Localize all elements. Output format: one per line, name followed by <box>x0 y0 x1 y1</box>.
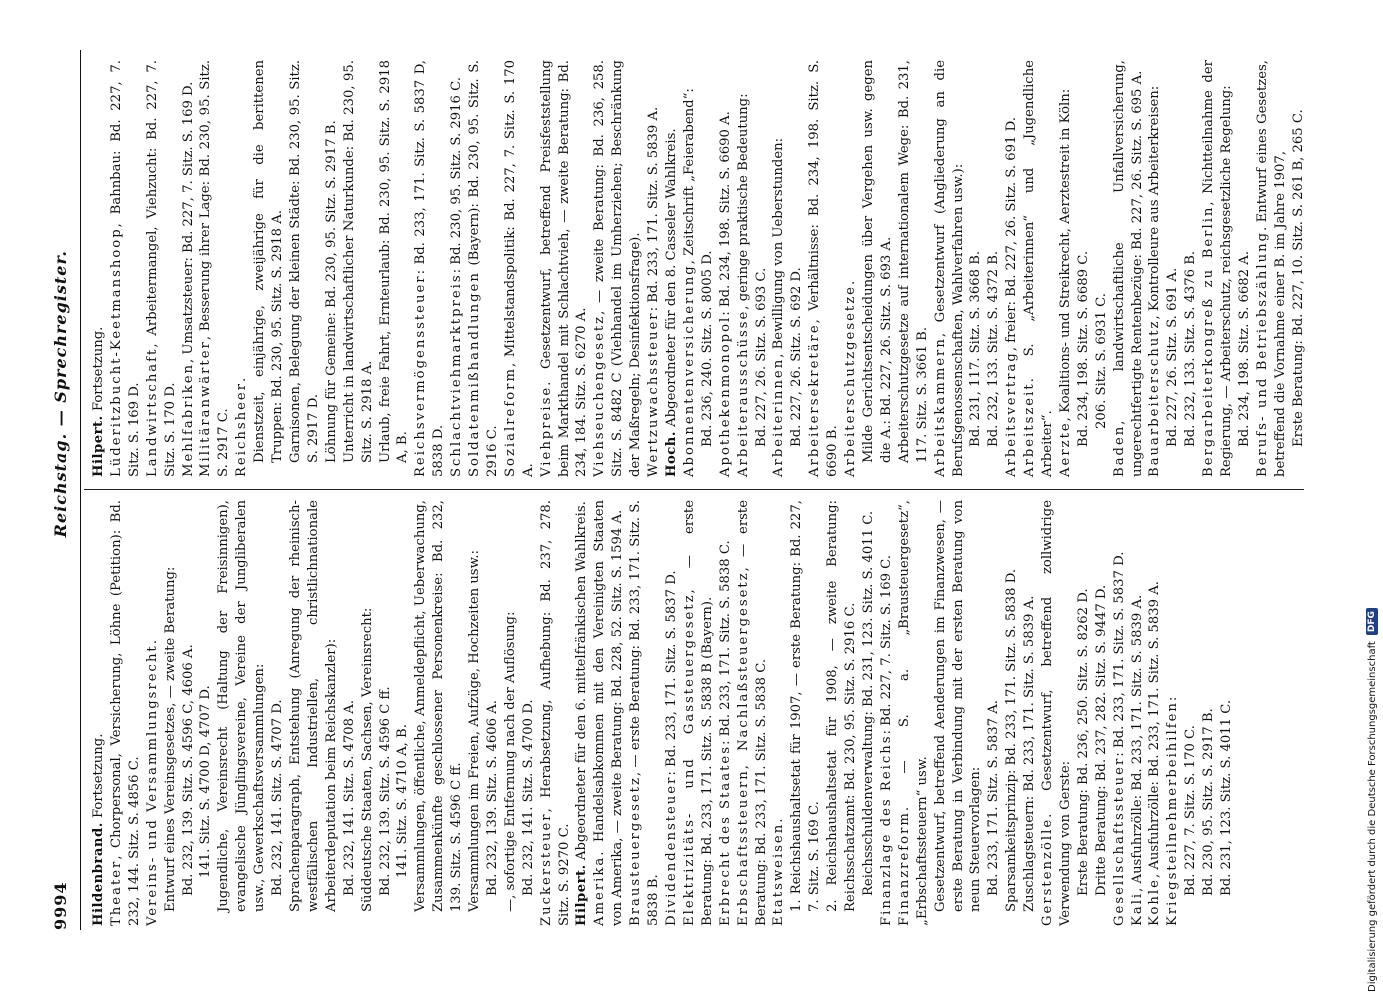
register-entry: Erbrecht des Staates: Bd. 233, 171. Sitz. S. 5838 C. <box>717 540 733 926</box>
register-entry: Viehseuchengesetz, — zweite Beratung: Bd. 236, 258. Sitz. S. 8482 C (Viehhandel im Umherziehen; Beschränkung der Maßregeln; Desinfektionsfrage). <box>592 60 644 477</box>
register-entry: Kriegsteilnehmerbeihilfen: <box>1165 696 1181 926</box>
dfg-logo: DFG <box>1366 608 1378 635</box>
register-entry: Wertzuwachssteuer: Bd. 233, 171. Sitz. S. 5839 A. <box>646 106 662 477</box>
register-entry: Löhnung für Gemeine: Bd. 230, 95. Sitz. S. 2917 B. <box>323 120 339 463</box>
register-entry: Reichsheer. <box>234 377 250 477</box>
register-entry: Sozialreform, Mittelstandspolitik: Bd. 227, 7. Sitz. S. 170 A. <box>502 60 536 477</box>
register-entry: Jugendliche, Vereinsrecht (Haltung der Freisinnigen), evangelische Jünglingsvereine, Vereine der Jungliberalen usw., Gewerkschaftsversammlungen: <box>216 500 268 912</box>
register-entry: Sparsamkeitsprinzip: Bd. 233, 171. Sitz. S. 5838 D. <box>1004 568 1020 912</box>
register-entry: Bd. 230, 95. Sitz. S. 2917 B. <box>1201 708 1217 896</box>
register-entry: Bd. 232, 141. Sitz. S. 4700 D. <box>520 699 536 896</box>
register-entry: Kali, Ausfuhrzölle: Bd. 233, 171. Sitz. S. 5839 A. <box>1129 594 1145 926</box>
register-entry: Bd. 227, 7. Sitz. S. 170 C. <box>1183 725 1199 896</box>
register-entry: Hoch. Abgeordneter für den 8. Casseler Wahlkreis. <box>664 128 679 477</box>
register-entry: Dienstzeit, einjährige, zweijährige für die berittenen Truppen: Bd. 230, 95. Sitz. S. 2918 A. <box>252 60 286 463</box>
register-entry: Zuckersteuer, Herabsetzung, Aufhebung: Bd. 237, 278. Sitz. S. 9270 C. <box>538 500 572 926</box>
register-entry: Arbeitszeit. S. „Arbeiterinnen“ und „Jugendliche Arbeiter“. <box>1022 60 1056 477</box>
register-entry: Bd. 227, 26. Sitz. S. 691 A. <box>1165 267 1181 447</box>
register-entry: —, sofortige Entfernung nach der Auflösung: <box>502 611 518 912</box>
register-entry: Lüderitzbucht-Keetmanshoop, Bahnbau: Bd. 227, 7. Sitz. S. 169 D. <box>108 60 142 477</box>
register-entry: Bergarbeiterkongreß zu Berlin, Nichtteilnahme der Regierung, — Arbeiterschutz, reichsgesetzliche Regelung: <box>1201 60 1235 477</box>
register-entry: Dividendensteuer: Bd. 233, 171. Sitz. S. 5837 D. <box>664 570 679 926</box>
register-entry: Finanzreform. — S. a. „Brausteuergesetz“, „Erbschaftssteuern“ usw. <box>896 500 930 926</box>
register-entry: Gerstenzölle. Gesetzentwurf, betreffend zollwidrige Verwendung von Gerste: <box>1040 500 1073 926</box>
register-entry: Zuschlagsteuern: Bd. 233, 171. Sitz. S. 5839 A. <box>1022 595 1038 912</box>
register-entry: Bd. 232, 139. Sitz. S. 4606 A. <box>484 700 500 896</box>
left-column <box>84 490 1304 930</box>
page-header <box>40 50 81 930</box>
register-entry: Reichsvermögenssteuer: Bd. 233, 171. Sitz. S. 5837 D, 5838 D. <box>413 60 447 477</box>
register-entry: Bd. 236, 240. Sitz. S. 8005 D. <box>699 250 715 447</box>
register-entry: 141. Sitz. S. 4700 D, 4707 D. <box>198 685 214 878</box>
register-entry: Baden, landwirtschaftliche Unfallversicherung, ungerechtfertigte Rentenbezüge: Bd. 227, 26. Sitz. S. 695 A. <box>1111 60 1145 477</box>
register-entry: Bd. 232, 139. Sitz. S. 4596 C ff. <box>377 686 393 896</box>
register-entry: Bd. 227, 26. Sitz. S. 693 C. <box>753 267 769 447</box>
register-entry: 2. Reichshaushaltsetat für 1908, — zweite Beratung: Reichsschatzamt: Bd. 230, 95. Sitz. S. 2916 C. <box>825 500 859 912</box>
register-entry: Kohle, Ausfuhrzölle: Bd. 233, 171. Sitz. S. 5839 A. <box>1147 581 1163 926</box>
register-entry: Hildenbrand. Fortsetzung. <box>91 733 106 926</box>
register-entry: Dritte Beratung: Bd. 237, 282. Sitz. S. 9447 D. <box>1093 584 1109 896</box>
register-entry: Arbeiterschutzgesetze. <box>843 280 859 477</box>
register-entry: Brausteuergesetz, — erste Beratung: Bd. 233, 171. Sitz. S. 5838 B. <box>628 500 662 926</box>
register-entry: Bd. 234, 198. Sitz. S. 6682 A. <box>1237 251 1252 447</box>
register-entry: Elektrizitäts- und Gassteuergesetz, — erste Beratung: Bd. 233, 171. Sitz. S. 5838 B (Bayern). <box>681 499 715 926</box>
register-entry: Entwurf eines Vereinsgesetzes, — zweite Beratung: <box>162 566 178 912</box>
right-column <box>84 50 1304 490</box>
register-entry: Garnisonen, Belegung der kleinen Städte: Bd. 230, 95. Sitz. S. 2917 D. <box>287 60 321 463</box>
register-entry: Etatsweisen. <box>771 818 787 926</box>
two-column-body <box>84 50 1304 930</box>
register-entry: Bd. 234, 198. Sitz. S. 6689 C. <box>1075 250 1091 447</box>
register-entry: Vereins- und Versammlungsrecht. <box>144 640 160 926</box>
register-entry: Bd. 232, 139. Sitz. S. 4596 C, 4606 A. <box>180 644 196 896</box>
running-title: Reichstag. — Sprechregister. <box>50 250 70 538</box>
register-entry: Berufs- und Betriebszählung. Entwurf eines Gesetzes, betreffend die Vornahme einer B. im Jahre 1907, <box>1254 60 1288 477</box>
register-entry: Bd. 232, 141. Sitz. S. 4707 D. <box>270 699 286 896</box>
register-entry: Schlachtviehmarktpreis: Bd. 230, 95. Sitz. S. 2916 C. <box>449 77 465 477</box>
register-entry: Bd. 233, 171. Sitz. S. 5837 A. <box>986 700 1002 896</box>
register-entry: Abonnentenversicherung, Zeitschrift „Feierabend“: <box>681 88 697 477</box>
register-entry: Hilpert. Abgeordneter für den 6. mittelfränkischen Wahlkreis. <box>574 501 590 926</box>
register-entry: Bauarbeiterschutz, Kontrolleure aus Arbeiterkreisen: <box>1147 85 1163 477</box>
register-entry: Erste Beratung: Bd. 236, 250. Sitz. S. 8262 D. <box>1075 588 1091 896</box>
register-entry: Versammlungen, öffentliche, Anmeldepflicht, Ueberwachung, Zusammenkünfte geschlossener Personenkreise: Bd. 232, 139. Sitz. S. 4596 C ff. <box>413 500 465 912</box>
credit-text: Digitalisierung gefördert durch die Deutsche Forschungsgemeinschaft <box>1366 641 1378 992</box>
register-entry: Apothekenmonopol: Bd. 234, 198. Sitz. S. 6690 A. <box>717 111 733 477</box>
register-entry: Bd. 232, 133. Sitz. S. 4372 B. <box>986 250 1002 447</box>
register-entry: Finanzlage des Reichs: Bd. 227, 7. Sitz. S. 169 C. <box>878 555 894 926</box>
register-entry: Milde Gerichtsentscheidungen über Vergehen usw. gegen die A.: Bd. 227, 26. Sitz. S. 693 A. <box>860 60 894 463</box>
register-entry: 1. Reichshaushaltsetat für 1907, — erste Beratung: Bd. 227, 7. Sitz. S. 169 C. <box>789 500 823 912</box>
register-entry: Süddeutsche Staaten, Sachsen, Vereinsrecht: <box>359 607 375 912</box>
register-entry: 141. Sitz. S. 4710 A, B. <box>395 724 411 878</box>
register-entry: Arbeiterschutzgesetze auf internationalem Wege: Bd. 231, 117. Sitz. S. 3661 B. <box>896 60 930 463</box>
register-entry: Reichsschuldenverwaltung: Bd. 231, 123. Sitz. S. 4011 C. <box>860 510 876 896</box>
register-entry: Bd. 231, 117. Sitz. S. 3668 B. <box>968 250 984 447</box>
register-entry: Bd. 232, 133. Sitz. S. 4376 B. <box>1183 250 1199 447</box>
register-entry: Viehpreise. Gesetzentwurf, betreffend Preisfeststellung beim Markthandel mit Schlachtvieh, — zweite Beratung: Bd. 234, 184. Sitz. S. 6270 A. <box>538 60 590 477</box>
register-entry: Bd. 232, 141. Sitz. S. 4708 A. <box>341 700 357 896</box>
register-entry: Bd. 231, 123. Sitz. S. 4011 C. <box>1219 699 1235 896</box>
register-entry: Hilpert. Fortsetzung. <box>91 326 106 477</box>
register-entry: Soldatenmißhandlungen (Bayern): Bd. 230, 95. Sitz. S. 2916 C. <box>467 60 500 477</box>
digitization-credit <box>1361 0 1383 1000</box>
register-entry: Unterricht in landwirtschaftlicher Naturkunde: Bd. 230, 95. Sitz. S. 2918 A. <box>341 60 375 463</box>
register-entry: Versammlungen im Freien, Aufzüge, Hochzeiten usw.: <box>467 550 483 912</box>
register-entry: Gesellschaftssteuer: Bd. 233, 171. Sitz. S. 5837 D. <box>1111 551 1127 926</box>
register-entry: Erste Beratung: Bd. 227, 10. Sitz. S. 261 B, 265 C. <box>1290 109 1306 447</box>
register-entry: Urlaub, freie Fahrt, Ernteurlaub: Bd. 230, 95. Sitz. S. 2918 A, B. <box>377 60 411 463</box>
register-page <box>40 50 1310 930</box>
register-entry: Amerika. Handelsabkommen mit den Vereinigten Staaten von Amerika, — zweite Beratung: Bd. 228, 52. Sitz. S. 1594 A. <box>592 500 626 926</box>
register-entry: Landwirtschaft, Arbeitermangel, Viehzucht: Bd. 227, 7. Sitz. S. 170 D. <box>144 60 178 477</box>
page-number: 9994 <box>50 881 70 930</box>
register-entry: Arbeitersekretäre, Verhältnisse: Bd. 234, 198. Sitz. S. 6690 B. <box>807 60 841 477</box>
register-entry: Gesetzentwurf, betreffend Aenderungen im Finanzwesen, — erste Beratung in Verbindung mit der ersten Beratung von neun Steuervorlagen: <box>932 500 984 912</box>
register-entry: Sprachenparagraph, Entstehung (Anregung der rheinisch-westfälischen Industriellen, christlichnationale Arbeiterdeputation beim Reichskanzler): <box>287 500 339 912</box>
register-entry: Aerzte, Koalitions- und Streikrecht, Aerztestreit in Köln: <box>1057 88 1073 477</box>
register-entry: Arbeitsvertrag, freier: Bd. 227, 26. Sitz. S. 691 D. <box>1004 117 1020 477</box>
register-entry: Arbeitskammern, Gesetzentwurf (Angliederung an die Berufsgenossenschaften, Wahlverfahren usw.): <box>932 60 966 477</box>
register-entry: Mehlfabriken, Umsatzsteuer: Bd. 227, 7. Sitz. S. 169 D. <box>180 81 196 477</box>
register-entry: Erbschaftssteuern, Nachlaßsteuergesetz, — erste Beratung: Bd. 233, 171. Sitz. S. 5838 C. <box>735 499 769 926</box>
register-entry: Bd. 227, 26. Sitz. S. 692 D. <box>789 267 805 447</box>
register-entry: Arbeiterinnen, Bewilligung von Ueberstunden: <box>771 137 787 477</box>
register-entry: Theater, Chorpersonal, Versicherung, Löhne (Petition): Bd. 232, 144. Sitz. S. 4856 C. <box>108 500 142 926</box>
register-entry: Militäranwärter, Besserung ihrer Lage: Bd. 230, 95. Sitz. S. 2917 C. <box>198 60 232 477</box>
register-entry: 206. Sitz. S. 6931 C. <box>1093 293 1109 429</box>
register-entry: Arbeiterausschüsse, geringe praktische Bedeutung: <box>735 93 751 477</box>
